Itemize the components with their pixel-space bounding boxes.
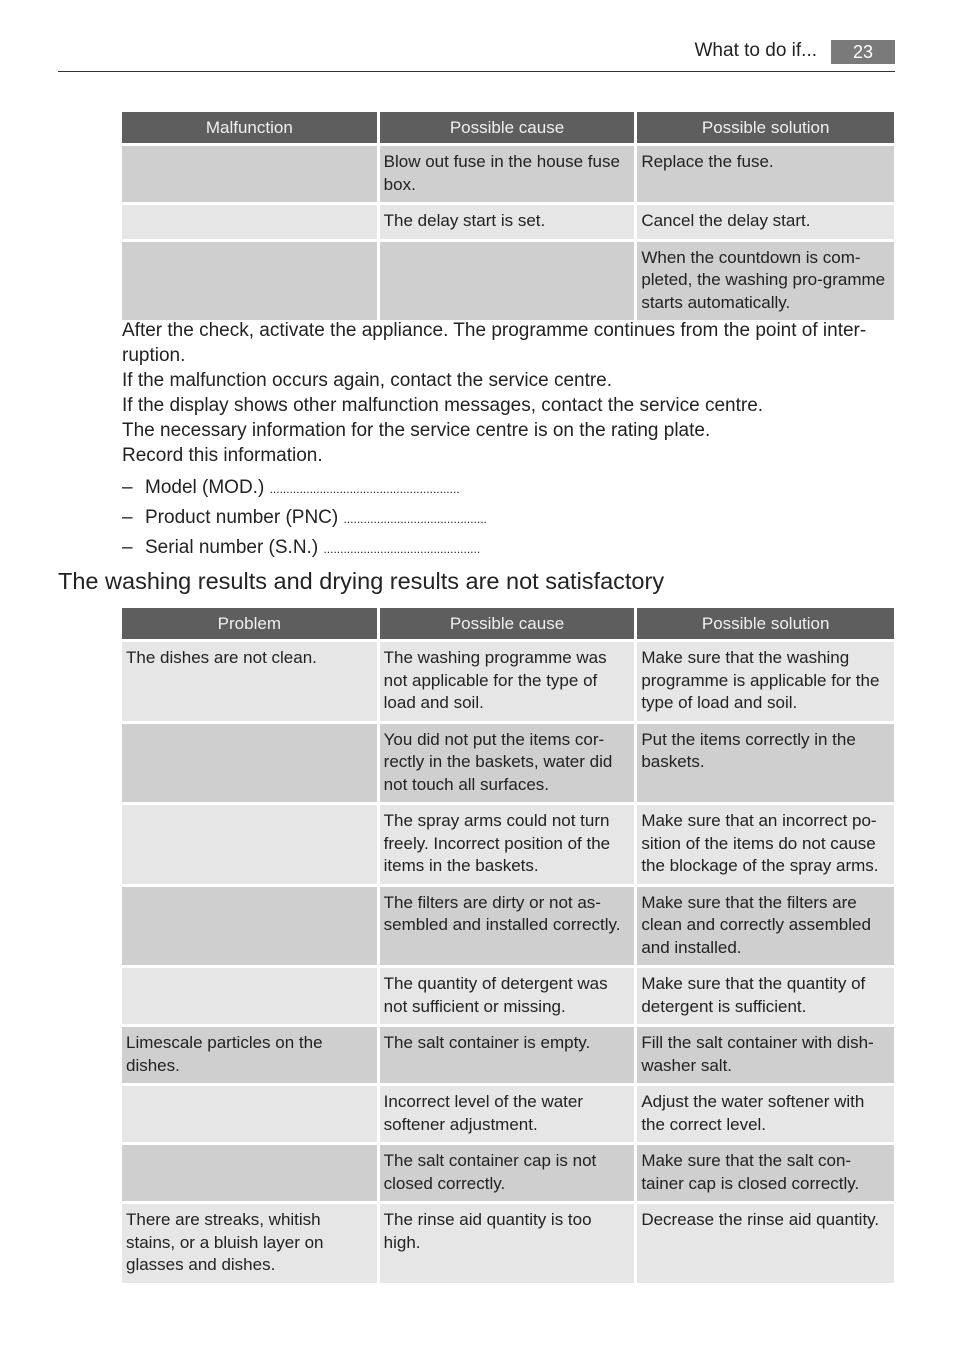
table-row <box>122 1027 894 1083</box>
table-row <box>122 1145 894 1201</box>
table-row <box>122 805 894 884</box>
table-cell <box>122 805 377 884</box>
paragraph-line: Record this information. <box>122 445 323 466</box>
table-cell <box>122 724 377 803</box>
table-cell: Make sure that the washing programme is applicable for the type of load and soil. <box>637 642 894 721</box>
list-item-label: Product number (PNC) <box>145 507 339 528</box>
table-cell <box>122 205 377 239</box>
table-cell <box>122 887 377 966</box>
paragraph-line: After the check, activate the appliance. The programme continues from the point of inter-ruption. <box>122 320 867 366</box>
page-number: 23 <box>831 40 895 64</box>
table-row <box>122 968 894 1024</box>
table-cell <box>122 146 377 202</box>
table-cell: Make sure that the quantity of detergent is sufficient. <box>637 968 894 1024</box>
table-cell: Replace the fuse. <box>637 146 894 202</box>
column-header: Malfunction <box>122 112 377 143</box>
list-item: – Product number (PNC) ........................................... <box>122 507 487 528</box>
column-header: Possible solution <box>637 112 894 143</box>
table-cell: The delay start is set. <box>380 205 635 239</box>
table-cell: Adjust the water softener with the correct level. <box>637 1086 894 1142</box>
table-cell: The rinse aid quantity is too high. <box>380 1204 635 1283</box>
table-row <box>122 887 894 966</box>
record-info-list <box>122 473 897 563</box>
washing-results-table <box>119 605 897 1286</box>
table-row <box>122 1086 894 1142</box>
table-cell: Incorrect level of the water softener adjustment. <box>380 1086 635 1142</box>
table-row <box>122 205 894 239</box>
list-item-label: Serial number (S.N.) <box>145 537 319 558</box>
paragraph-line: The necessary information for the service centre is on the rating plate. <box>122 420 711 441</box>
table-cell: Fill the salt container with dish-washer salt. <box>637 1027 894 1083</box>
fill-in-dots: ........................................... <box>343 512 487 526</box>
list-item-label: Model (MOD.) <box>145 477 265 498</box>
table-cell: Blow out fuse in the house fuse box. <box>380 146 635 202</box>
column-header: Possible solution <box>637 608 894 639</box>
table-cell <box>122 1145 377 1201</box>
table-header-row <box>122 608 894 639</box>
table-cell <box>122 968 377 1024</box>
malfunction-table <box>119 109 897 323</box>
table-cell: The salt container cap is not closed correctly. <box>380 1145 635 1201</box>
list-item: – Serial number (S.N.) ............................................... <box>122 537 481 558</box>
list-item: – Model (MOD.) ......................................................... <box>122 477 460 498</box>
table-cell: The salt container is empty. <box>380 1027 635 1083</box>
table-cell: There are streaks, whitish stains, or a bluish layer on glasses and dishes. <box>122 1204 377 1283</box>
table-header-row <box>122 112 894 143</box>
column-header: Problem <box>122 608 377 639</box>
table-cell: Make sure that the filters are clean and correctly assembled and installed. <box>637 887 894 966</box>
table-cell: The dishes are not clean. <box>122 642 377 721</box>
table-cell: The spray arms could not turn freely. Incorrect position of the items in the baskets. <box>380 805 635 884</box>
fill-in-dots: ......................................................... <box>269 482 460 496</box>
table-cell: The quantity of detergent was not sufficient or missing. <box>380 968 635 1024</box>
table-cell <box>122 1086 377 1142</box>
table-cell: Cancel the delay start. <box>637 205 894 239</box>
table-row <box>122 1204 894 1283</box>
table-row <box>122 146 894 202</box>
table-cell: Make sure that an incorrect po-sition of the items do not cause the blockage of the spray arms. <box>637 805 894 884</box>
table-row <box>122 642 894 721</box>
table-row <box>122 724 894 803</box>
table-cell: Make sure that the salt con-tainer cap is closed correctly. <box>637 1145 894 1201</box>
paragraph-line: If the display shows other malfunction messages, contact the service centre. <box>122 395 764 416</box>
table-cell: The filters are dirty or not as-sembled and installed correctly. <box>380 887 635 966</box>
column-header: Possible cause <box>380 608 635 639</box>
paragraph-line: If the malfunction occurs again, contact the service centre. <box>122 370 613 391</box>
section-title: The washing results and drying results are not satisfactory <box>58 568 665 594</box>
instructions-text <box>122 318 897 563</box>
fill-in-dots: ............................................... <box>323 542 481 556</box>
table-cell <box>122 242 377 321</box>
table-row <box>122 242 894 321</box>
table-cell: Put the items correctly in the baskets. <box>637 724 894 803</box>
table-cell: When the countdown is com-pleted, the washing pro-gramme starts automatically. <box>637 242 894 321</box>
table-cell: Limescale particles on the dishes. <box>122 1027 377 1083</box>
section-name: What to do if... <box>694 40 817 61</box>
table-cell <box>380 242 635 321</box>
table-cell: The washing programme was not applicable for the type of load and soil. <box>380 642 635 721</box>
column-header: Possible cause <box>380 112 635 143</box>
table-cell: You did not put the items cor-rectly in the baskets, water did not touch all surfaces. <box>380 724 635 803</box>
table-cell: Decrease the rinse aid quantity. <box>637 1204 894 1283</box>
page-header <box>58 38 895 72</box>
